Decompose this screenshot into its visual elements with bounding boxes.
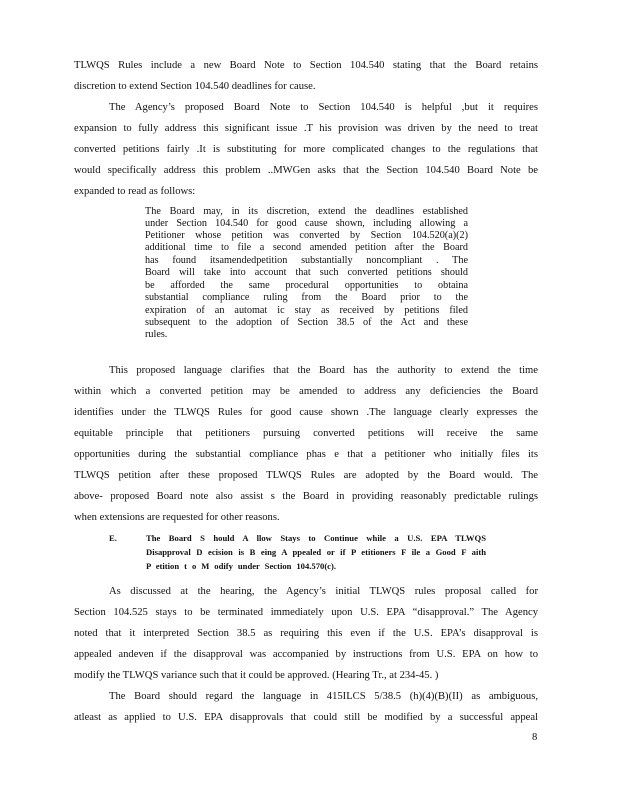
quote-line: substantial compliance ruling from the Board prior to the — [145, 292, 468, 303]
quote-line: expiration of an automat ic stay as received by petitions filed — [145, 305, 468, 316]
body-text-line: TLWQS Rules include a new Board Note to Section 104.540 stating that the Board retains — [74, 60, 538, 71]
heading-line: P etition t o M odify under Section 104.570(c). — [146, 561, 336, 571]
body-text-line: when extensions are requested for other reasons. — [74, 512, 280, 523]
body-text-line: TLWQS petition after these proposed TLWQS Rules are adopted by the Board would. The — [74, 470, 538, 481]
body-text-line: The Agency’s proposed Board Note to Section 104.540 is helpful ,but it requires — [109, 102, 538, 113]
body-text-line: equitable principle that petitioners pursuing converted petitions will receive the same — [74, 428, 538, 439]
body-text-line: converted petitions fairly .It is substituting for more complicated changes to the regulations that — [74, 144, 538, 155]
heading-letter: E. — [109, 533, 117, 543]
body-text-line: would specifically address this problem ..MWGen asks that the Section 104.540 Board Note be — [74, 165, 538, 176]
body-text-line: The Board should regard the language in 415ILCS 5/38.5 (h)(4)(B)(II) as ambiguous, — [109, 691, 538, 702]
body-text-line: identifies under the TLWQS Rules for good cause shown .The language clearly expresses the — [74, 407, 538, 418]
heading-line: Disapproval D ecision is B eing A ppealed or if P etitioners F ile a Good F aith — [146, 547, 486, 557]
body-text-line: Section 104.525 stays to be terminated immediately upon U.S. EPA “disapproval.” The Agency — [74, 607, 538, 618]
heading-line: The Board S hould A llow Stays to Continue while a U.S. EPA TLWQS — [146, 533, 486, 543]
quote-line: has found itsamendedpetition substantially noncompliant . The — [145, 255, 468, 266]
quote-line: The Board may, in its discretion, extend the deadlines established — [145, 206, 468, 217]
body-text-line: appealed andeven if the disapproval was accompanied by instructions from U.S. EPA on how to — [74, 649, 538, 660]
body-text-line: opportunities during the substantial compliance phas e that a petitioner who initially files its — [74, 449, 538, 460]
quote-line: under Section 104.540 for good cause shown, including allowing a — [145, 218, 468, 229]
body-text-line: expanded to read as follows: — [74, 186, 196, 197]
quote-line: Petitioner whose petition was converted by Section 104.520(a)(2) — [145, 230, 468, 241]
body-text-line: expansion to fully address this significant issue .T his provision was driven by the need to treat — [74, 123, 538, 134]
quote-line: Board will take into account that such converted petitions should — [145, 267, 468, 278]
body-text-line: atleast as applied to U.S. EPA disapprovals that could still be modified by a successful appeal — [74, 712, 538, 723]
body-text-line: noted that it interpreted Section 38.5 as requiring this even if the U.S. EPA’s disapproval is — [74, 628, 538, 639]
body-text-line: above- proposed Board note also assist s the Board in providing reasonably predictable rulings — [74, 491, 538, 502]
quote-line: additional time to file a second amended petition after the Board — [145, 242, 468, 253]
body-text-line: As discussed at the hearing, the Agency’s initial TLWQS rules proposal called for — [109, 586, 538, 597]
body-text-line: This proposed language clarifies that the Board has the authority to extend the time — [109, 365, 538, 376]
quote-line: be afforded the same procedural opportunities to obtaina — [145, 280, 468, 291]
quote-line: subsequent to the adoption of Section 38.5 of the Act and these — [145, 317, 468, 328]
quote-line: rules. — [145, 329, 168, 340]
body-text-line: within which a converted petition may be amended to address any deficiencies the Board — [74, 386, 538, 397]
page-number: 8 — [532, 732, 538, 743]
body-text-line: modify the TLWQS variance such that it could be approved. (Hearing Tr., at 234-45. ) — [74, 670, 439, 681]
body-text-line: discretion to extend Section 104.540 deadlines for cause. — [74, 81, 316, 92]
